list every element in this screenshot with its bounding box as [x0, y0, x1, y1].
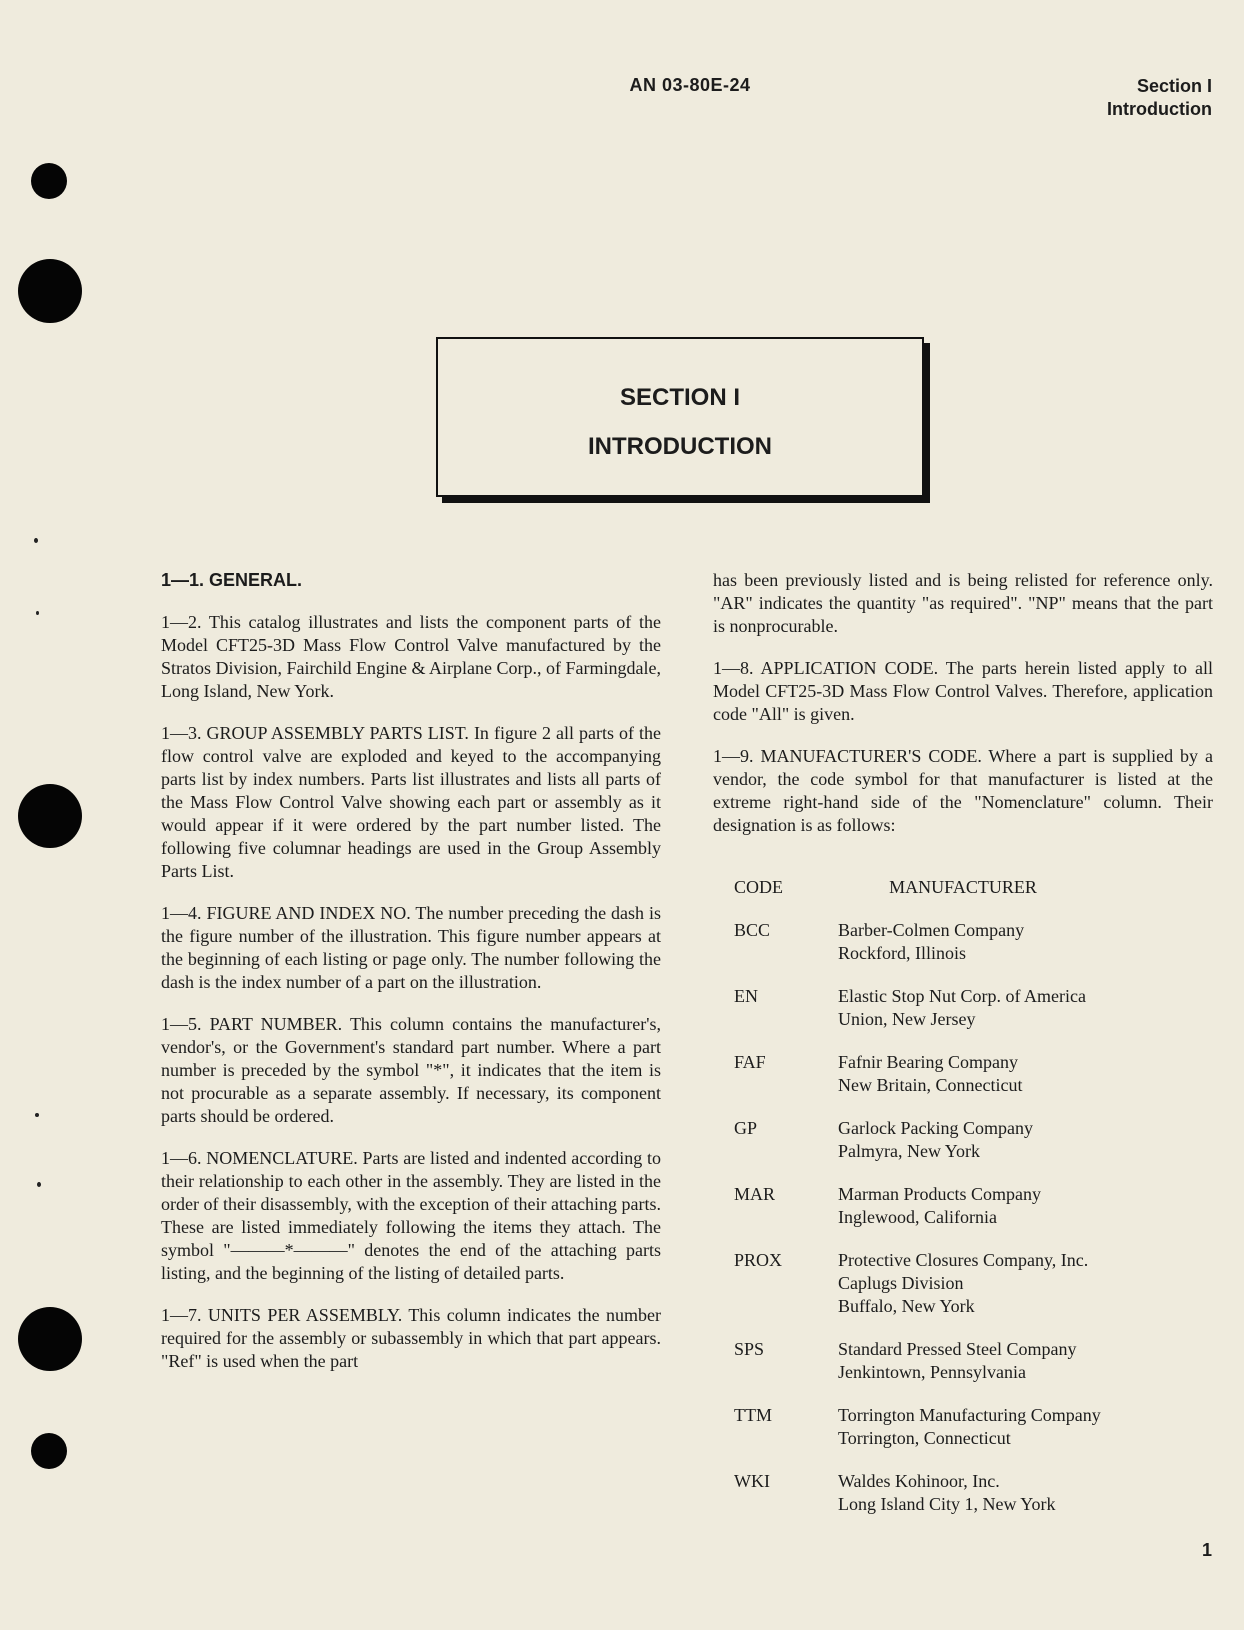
manufacturer-code: SPS [734, 1339, 765, 1359]
manufacturer-line: Union, New Jersey [838, 1009, 976, 1029]
manufacturer-code: BCC [734, 920, 771, 940]
table-row [734, 919, 1204, 965]
manufacturer-line: Elastic Stop Nut Corp. of America [838, 986, 1086, 1006]
binder-hole [31, 1433, 67, 1469]
manufacturer-name [838, 1404, 1204, 1450]
paragraph: 1—6. NOMENCLATURE. Parts are listed and indented according to their relationship to each other in the assembly. They are listed in the order of their disassembly, with the exception of their attaching parts. These are listed immediately following the items they attach. The symbol "———*———" denotes the end of the attaching parts listing, and the beginning of the listing of detailed parts. [161, 1148, 661, 1283]
manufacturer-name [838, 1249, 1204, 1318]
manufacturer-code: FAF [734, 1052, 766, 1072]
table-body [734, 919, 1204, 1516]
manufacturer-name [838, 1183, 1204, 1229]
right-column [713, 569, 1213, 856]
manufacturer-line: Fafnir Bearing Company [838, 1052, 1018, 1072]
manufacturer-line: Jenkintown, Pennsylvania [838, 1362, 1026, 1382]
manufacturer-code: GP [734, 1118, 758, 1138]
manufacturer-line: Protective Closures Company, Inc. [838, 1250, 1089, 1270]
manufacturer-line: Long Island City 1, New York [838, 1494, 1056, 1514]
page-number: 1 [1201, 1540, 1212, 1560]
scan-speck [36, 611, 39, 615]
scan-speck [37, 1182, 41, 1187]
table-row [734, 1470, 1204, 1516]
code-column-header: CODE [734, 877, 783, 897]
manufacturer-line: Caplugs Division [838, 1273, 964, 1293]
manufacturer-line: Inglewood, California [838, 1207, 997, 1227]
table-row [734, 1183, 1204, 1229]
binder-hole [18, 1307, 82, 1371]
paragraph: 1—8. APPLICATION CODE. The parts herein listed apply to all Model CFT25-3D Mass Flow Control Valves. Therefore, application code "All" is given. [713, 658, 1213, 724]
manufacturer-code: MAR [734, 1184, 776, 1204]
paragraph-heading-general: 1—1. GENERAL. [161, 570, 303, 590]
manufacturer-line: Garlock Packing Company [838, 1118, 1033, 1138]
manufacturer-column-header: MANUFACTURER [889, 877, 1037, 897]
table-row [734, 1404, 1204, 1450]
table-row [734, 985, 1204, 1031]
manufacturer-line: Buffalo, New York [838, 1296, 975, 1316]
table-row [734, 1117, 1204, 1163]
paragraph: 1—3. GROUP ASSEMBLY PARTS LIST. In figure 2 all parts of the flow control valve are exploded and keyed to the accompanying parts list by index numbers. Parts list illustrates and lists all parts of the Mass Flow Control Valve showing each part or assembly as it would appear if it were ordered by the part number listed. The following five columnar headings are used in the Group Assembly Parts List. [161, 723, 661, 881]
paragraph: 1—2. This catalog illustrates and lists the component parts of the Model CFT25-3D Mass Flow Control Valve manufactured by the Stratos Division, Fairchild Engine & Airplane Corp., of Farmingdale, Long Island, New York. [161, 612, 661, 701]
manufacturer-code: WKI [734, 1471, 770, 1491]
manufacturer-name [838, 1117, 1204, 1163]
paragraph: has been previously listed and is being relisted for reference only. "AR" indicates the quantity "as required". "NP" means that the part is nonprocurable. [713, 570, 1213, 636]
manufacturer-line: Waldes Kohinoor, Inc. [838, 1471, 1000, 1491]
manufacturer-line: Standard Pressed Steel Company [838, 1339, 1077, 1359]
binder-hole [18, 784, 82, 848]
paragraph: 1—4. FIGURE AND INDEX NO. The number preceding the dash is the figure number of the illustration. This figure number appears at the beginning of each listing or page only. The number following the dash is the index number of a part on the illustration. [161, 903, 661, 992]
section-name: INTRODUCTION [588, 433, 772, 460]
binder-hole [31, 163, 67, 199]
running-head [1107, 75, 1212, 121]
left-column [161, 569, 661, 1373]
table-row [734, 1051, 1204, 1097]
manufacturer-line: Torrington Manufacturing Company [838, 1405, 1101, 1425]
binder-hole [18, 259, 82, 323]
manufacturer-line: Torrington, Connecticut [838, 1428, 1011, 1448]
paragraph: 1—9. MANUFACTURER'S CODE. Where a part is supplied by a vendor, the code symbol for that manufacturer is listed at the extreme right-hand side of the "Nomenclature" column. Their designation is as follows: [713, 746, 1213, 835]
section-title-box [436, 337, 924, 497]
manufacturer-name [838, 1051, 1204, 1097]
manufacturer-name [838, 1338, 1204, 1384]
section-label: Section I [1136, 76, 1212, 96]
scan-speck [35, 1113, 39, 1117]
manufacturer-code: PROX [734, 1250, 783, 1270]
table-header [734, 876, 1204, 899]
manufacturer-name [838, 1470, 1204, 1516]
manufacturer-line: Palmyra, New York [838, 1141, 980, 1161]
manufacturer-line: New Britain, Connecticut [838, 1075, 1023, 1095]
manufacturer-code-table [734, 876, 1204, 1536]
section-heading: SECTION I [619, 384, 740, 411]
paragraph: 1—5. PART NUMBER. This column contains the manufacturer's, vendor's, or the Government's standard part number. Where a part number is preceded by the symbol "*", it indicates that the item is not procurable as a separate assembly. If necessary, its component parts should be ordered. [161, 1014, 661, 1126]
table-row [734, 1338, 1204, 1384]
paragraph: 1—7. UNITS PER ASSEMBLY. This column indicates the number required for the assembly or subassembly in which that part appears. "Ref" is used when the part [161, 1305, 661, 1371]
manufacturer-code: EN [734, 986, 758, 1006]
section-title: Introduction [1107, 99, 1212, 119]
table-row [734, 1249, 1204, 1318]
manufacturer-line: Barber-Colmen Company [838, 920, 1025, 940]
manufacturer-line: Rockford, Illinois [838, 943, 966, 963]
document-number: AN 03-80E-24 [629, 75, 751, 95]
manufacturer-name [838, 985, 1204, 1031]
manufacturer-code: TTM [734, 1405, 772, 1425]
scan-speck [34, 538, 38, 543]
manufacturer-line: Marman Products Company [838, 1184, 1041, 1204]
manufacturer-name [838, 919, 1204, 965]
